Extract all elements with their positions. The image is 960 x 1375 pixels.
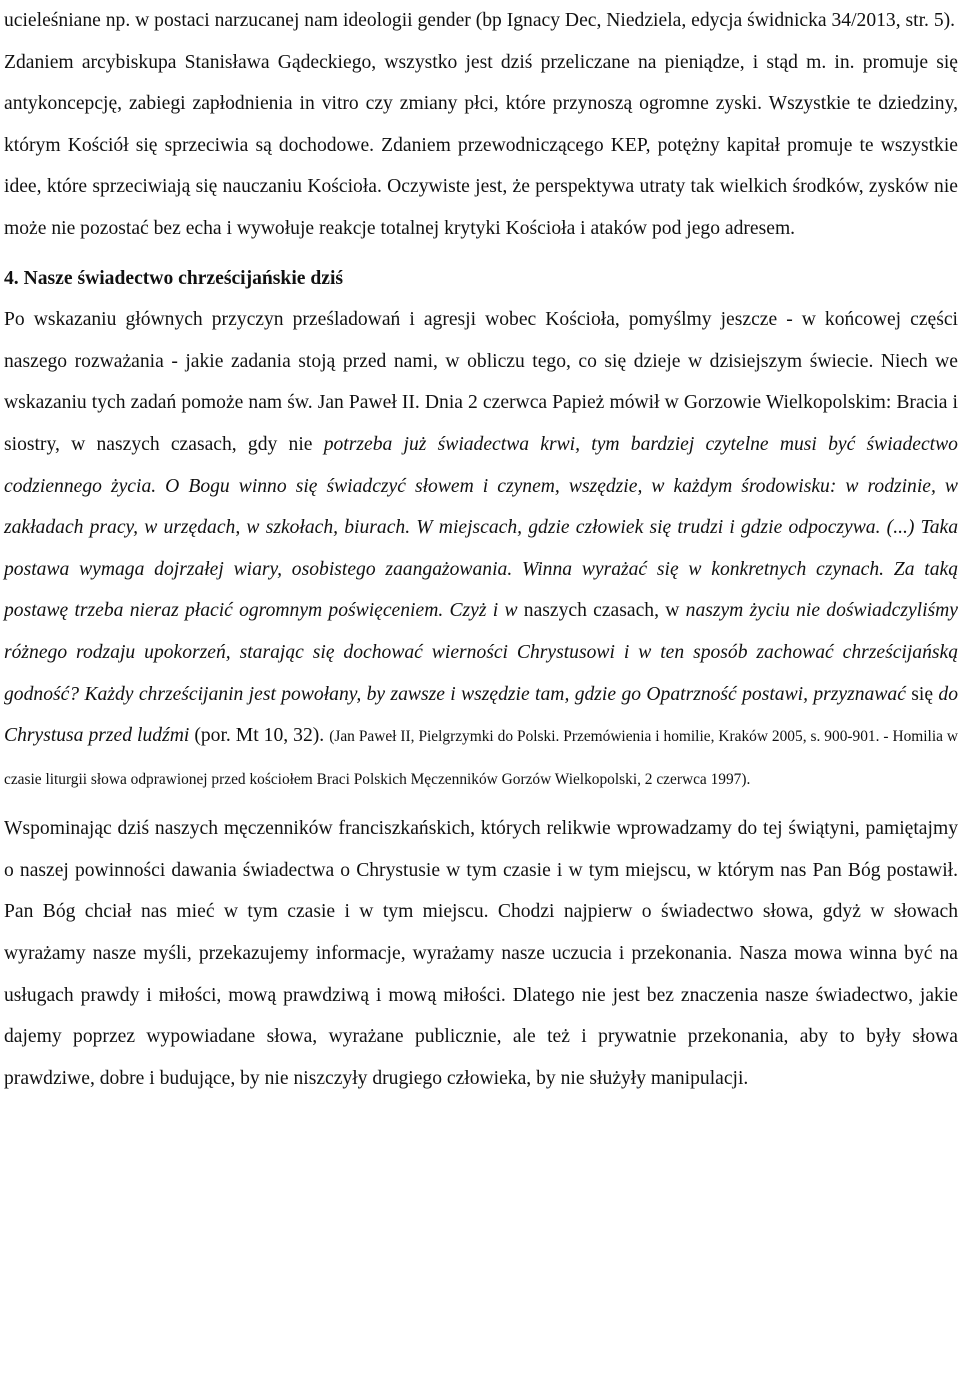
paragraph-christian-witness	[4, 299, 958, 800]
paragraph-franciscan-martyrs: Wspominając dziś naszych męczenników franciszkańskich, których relikwie wprowadzamy do tej świątyni, pamiętajmy o naszej powinności dawania świadectwa o Chrystusie w tym czasie i w tym miejscu, w którym nas Pan Bóg postawił. Pan Bóg chciał nas mieć w tym czasie i w tym miejscu. Chodzi najpierw o świadectwo słowa, gdyż w słowach wyrażamy nasze myśli, przekazujemy informacje, wyrażamy nasze uczucia i przekonania. Nasza mowa winna być na usługach prawdy i miłości, mową prawdziwą i mową miłości. Dlatego nie jest bez znaczenia nasze świadectwo, jakie dajemy poprzez wypowiadane słowa, wyrażane publicznie, ale też i prywatnie przekonania, aby to były słowa prawdziwe, dobre i budujące, by nie niszczyły drugiego człowieka, by nie służyły manipulacji.	[4, 818, 958, 1089]
papal-quote-part-1: potrzeba już świadectwa krwi, tym bardziej czytelne musi być świadectwo codziennego życia. O Bogu winno się świadczyć słowem i czynem, wszędzie, w każdym środowisku: w rodzinie, w zakładach pracy, w urzędach, w szkołach, biurach. W miejscach, gdzie człowiek się trudzi i gdzie odpoczywa. (...) Taka postawa wymaga dojrzałej wiary, osobistego zaangażowania. Winna wyrażać się w konkretnych czynach. Za taką postawę trzeba nieraz płacić ogromnym poświęceniem. Czyż i w	[4, 433, 958, 622]
source-citation: (Jan Paweł II, Pielgrzymki do Polski. Przemówienia i homilie, Kraków 2005, s. 900-901. - Homilia w czasie liturgii słowa odprawionej przed kościołem Braci Polskich Męczenników Gorzów Wielkopolski, 2 czerwca 1997).	[4, 728, 959, 788]
papal-quote-part-2: naszym życiu nie doświadczyliśmy różnego rodzaju upokorzeń, starając się dochować wierności Chrystusowi i w ten sposób zachować chrześcijańską godność? Każdy chrześcijanin jest powołany, by zawsze i wszędzie tam, gdzie go Opatrzność postawi, przyznawać	[4, 600, 958, 705]
witness-connector-text-2: się	[905, 683, 939, 705]
document-page	[4, 0, 958, 1099]
bible-reference: (por. Mt 10, 32).	[189, 725, 330, 747]
witness-connector-text: naszych czasach, w	[517, 600, 686, 622]
paragraph-gadecki: Zdaniem arcybiskupa Stanisława Gądeckiego, wszystko jest dziś przeliczane na pieniądze, i stąd m. in. promuje się antykoncepcję, zabiegi zapłodnienia in vitro czy zmiany płci, które przynoszą ogromne zyski. Wszystkie te dziedziny, którym Kościół się sprzeciwia są dochodowe. Zdaniem przewodniczącego KEP, potężny kapitał promuje te wszystkie idee, które sprzeciwiają się nauczaniu Kościoła. Oczywiste jest, że perspektywa utraty tak wielkich środków, zysków nie może nie pozostać bez echa i wywołuje reakcje totalnej krytyki Kościoła i ataków pod jego adresem.	[4, 51, 958, 239]
paragraph-gender-ideology: ucieleśniane np. w postaci narzucanej nam ideologii gender (bp Ignacy Dec, Niedziela, edycja świdnicka 34/2013, str. 5).	[4, 10, 956, 31]
section-heading: 4. Nasze świadectwo chrześcijańskie dziś	[4, 267, 344, 289]
witness-intro-text: Po wskazaniu głównych przyczyn prześladowań i agresji wobec Kościoła, pomyślmy jeszcze - w końcowej części naszego rozważania - jakie zadania stoją przed nami, w obliczu tego, co się dzieje w dzisiejszym świecie. Niech we wskazaniu tych zadań pomoże nam św. Jan Paweł II. Dnia 2 czerwca Papież mówił w Gorzowie Wielkopolskim: Bracia i siostry, w naszych czasach, gdy nie	[4, 309, 958, 455]
papal-quote-part-3: do Chrystusa przed ludźmi	[4, 683, 958, 747]
